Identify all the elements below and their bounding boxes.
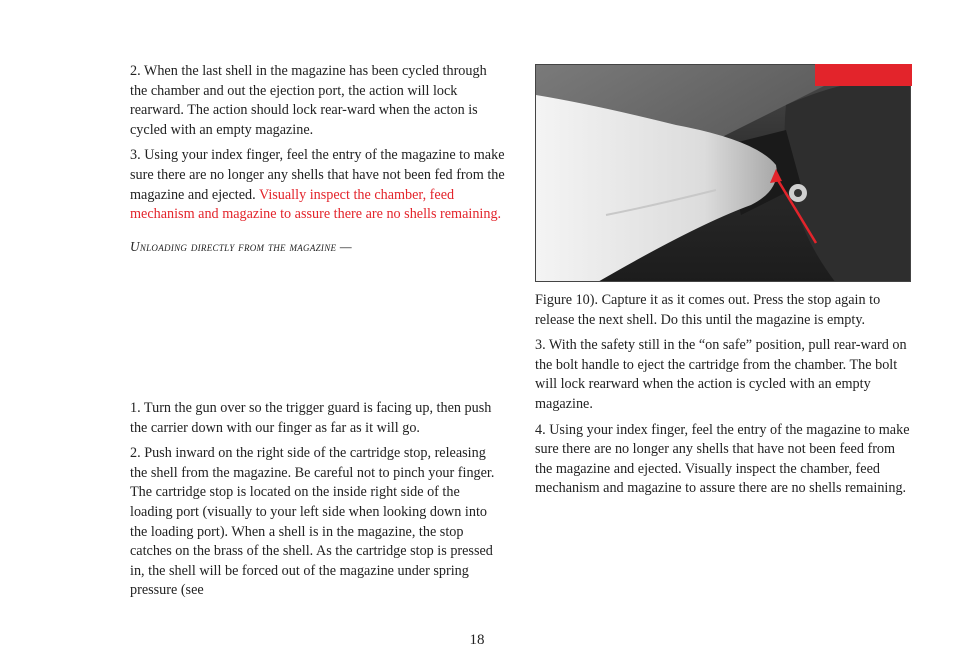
section-heading: Unloading directly from the magazine — [130,238,352,254]
step-3-instruction: 3. Using your index finger, feel the entry of the magazine to make sure there are no longer any shells that have not been fed from the magazine and ejected. [130,147,505,203]
page-number: 18 [469,632,485,648]
photo-finger-on-cartridge-stop-icon [536,65,911,282]
step-3-warning: Visually inspect the chamber, feed mechanism and magazine to assure there are no shells remaining. [130,186,502,223]
figure-red-tab [815,64,912,86]
step-3-text [130,146,505,224]
lower-step-2-text: 2. Push inward on the right side of the cartridge stop, releasing the shell from the magazine. Be careful not to pinch your finger. The cartridge stop is located on the inside right side of the loading port (visually to your left side when looking down into the loading port). When a shell is in the magazine, the stop catches on the brass of the shell. As the cartridge stop is pressed in, the shell will be forced out of the magazine under spring pressure (see [130,445,495,599]
right-para-2: 3. With the safety still in the “on safe” position, pull rear-ward on the bolt handle to eject the cartridge from the chamber. The bolt will lock rearward when the action is cycled with an empty magazine. [535,337,907,412]
right-column [535,291,913,505]
step-2-text: 2. When the last shell in the magazine has been cycled through the chamber and out the ejection port, the action will lock rearward. The action should lock rear-ward when the acton is cycled with an empty magazine. [130,63,487,138]
left-column-upper [130,62,505,262]
figure-photo [535,64,911,282]
lower-step-1-text: 1. Turn the gun over so the trigger guard is facing up, then push the carrier down with our finger as far as it will go. [130,400,492,436]
right-para-1: Figure 10). Capture it as it comes out. Press the stop again to release the next shell. Do this until the magazine is empty. [535,292,881,328]
right-para-3: 4. Using your index finger, feel the entry of the magazine to make sure there are no longer any shells that have not been feed from the magazine and ejected. Visually inspect the chamber, feed mechanism and magazine to assure there are no shells remaining. [535,421,910,497]
left-column-lower [130,399,505,607]
